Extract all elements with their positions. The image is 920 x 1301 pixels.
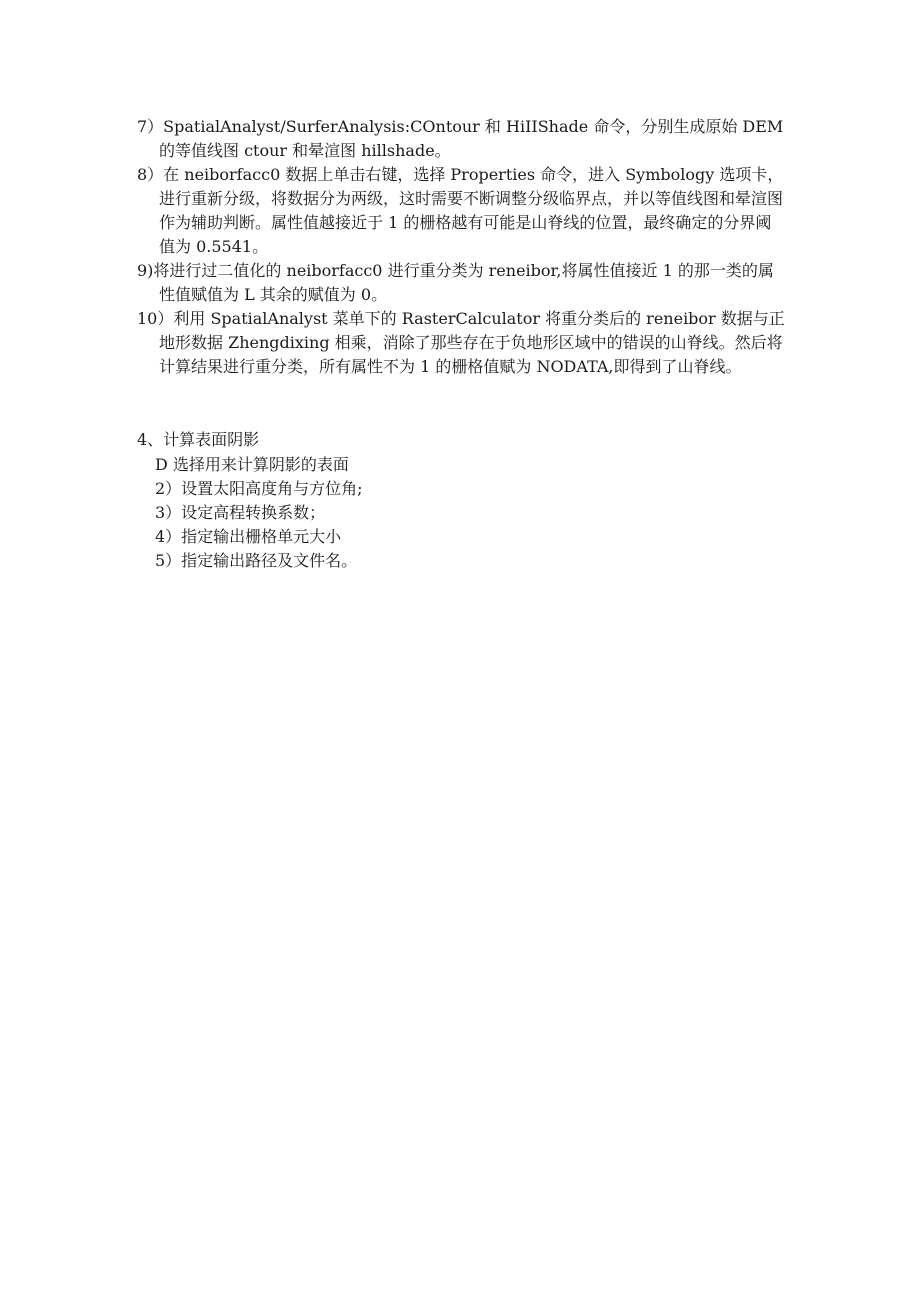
shading-step-2: 2）设置太阳高度角与方位角; xyxy=(155,479,363,498)
section-heading: 4、计算表面阴影 xyxy=(137,430,260,449)
step-8: 8）在 neiborfacc0 数据上单击右键，选择 Properties 命令，进入 Symbology 选项卡，进行重新分级，将数据分为两级，这时需要不断调整分级临界点，并以等值线图和晕渲图作为辅助判断。属性值越接近于 1 的栅格越有可能是山脊线的位置，最终确定的分界阈值为 0.5541。 xyxy=(137,165,784,256)
shading-step-1: D 选择用来计算阴影的表面 xyxy=(155,455,349,474)
shading-step-3: 3）设定高程转换系数； xyxy=(155,503,326,522)
step-9: 9)将进行过二值化的 neiborfacc0 进行重分类为 reneibor,将属性值接近 1 的那一类的属性值赋值为 L 其余的赋值为 0。 xyxy=(137,261,774,304)
shading-step-5: 5）指定输出路径及文件名。 xyxy=(155,551,358,570)
shading-step-4: 4）指定输出栅格单元大小 xyxy=(155,527,342,546)
step-10: 10）利用 SpatialAnalyst 菜单下的 RasterCalculator 将重分类后的 reneibor 数据与正地形数据 Zhengdixing 相乘，消除了那些存在于负地形区域中的错误的山脊线。然后将计算结果进行重分类，所有属性不为 1 的栅格值赋为 NODATA,即得到了山脊线。 xyxy=(137,309,785,376)
ridge-line-steps xyxy=(137,115,787,379)
step-7: 7）SpatialAnalyst/SurferAnalysis:COntour 和 HiIIShade 命令，分别生成原始 DEM 的等值线图 ctour 和晕渲图 hillshade。 xyxy=(137,117,784,160)
surface-shading-section xyxy=(137,428,787,573)
